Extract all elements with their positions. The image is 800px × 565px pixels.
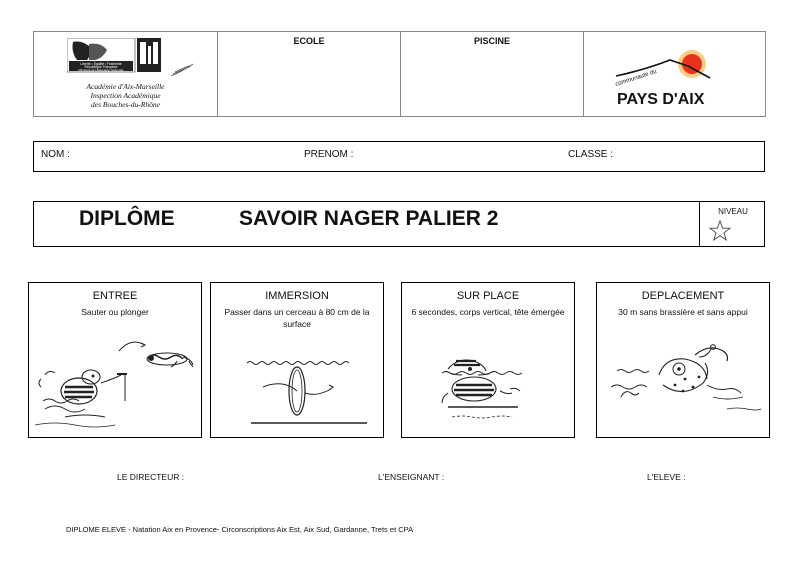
academie-line-2: Inspection Académique <box>90 91 161 100</box>
hoop-illustration-icon <box>217 335 379 433</box>
academie-cell <box>34 32 218 116</box>
pays-aix-logo <box>614 40 734 110</box>
academie-line-3: des Bouches-du-Rhône <box>91 100 160 109</box>
card-deplacement-desc: 30 m sans brassière et sans appui <box>618 307 748 317</box>
pays-aix-cell <box>584 32 765 116</box>
marianne-logo <box>67 38 161 78</box>
card-immersion-title: IMMERSION <box>265 290 329 302</box>
pays-aix-big: PAYS D'AIX <box>617 91 705 108</box>
nom-label: NOM : <box>41 149 70 160</box>
card-sur-place <box>401 282 575 438</box>
piscine-label: PISCINE <box>473 36 510 46</box>
student-info-box <box>33 141 765 172</box>
logo-line-3: Ministère de l'Éducation Nationale <box>78 68 124 72</box>
ecole-label: ECOLE <box>293 36 325 46</box>
niveau-cell <box>699 202 766 246</box>
card-immersion-desc: Passer dans un cerceau à 80 cm de la surface <box>224 307 370 329</box>
directeur-signature-label: LE DIRECTEUR : <box>117 472 185 482</box>
footer-text: DIPLOME ELEVE - Natation Aix en Provence- Circonscriptions Aix Est, Aix Sud, Gardanne, Trets et CPA <box>66 525 414 534</box>
card-entree-title: ENTREE <box>92 290 138 302</box>
jump-illustration-icon <box>35 335 197 433</box>
header-table <box>33 31 766 117</box>
palier-title: SAVOIR NAGER PALIER 2 <box>239 207 499 230</box>
card-entree-desc: Sauter ou plonger <box>81 307 149 317</box>
pays-aix-small: communauté du <box>614 68 658 88</box>
pen-stroke-icon <box>169 62 195 78</box>
star-icon <box>708 219 732 243</box>
card-immersion <box>210 282 384 438</box>
diplome-title: DIPLÔME <box>79 207 175 230</box>
swim-illustration-icon <box>603 335 765 433</box>
prenom-label: PRENOM : <box>304 149 354 160</box>
eleve-signature-label: L'ELEVE : <box>647 472 686 482</box>
academie-text <box>34 82 217 109</box>
classe-label: CLASSE : <box>568 149 614 160</box>
logo-line-2: République Française <box>84 65 118 69</box>
card-deplacement-title: DEPLACEMENT <box>641 290 725 302</box>
card-sur-place-title: SUR PLACE <box>456 290 520 302</box>
enseignant-signature-label: L'ENSEIGNANT : <box>378 472 445 482</box>
ecole-cell <box>218 32 401 116</box>
piscine-cell <box>401 32 584 116</box>
academie-line-1: Académie d'Aix-Marseille <box>86 82 165 91</box>
card-sur-place-desc: 6 secondes, corps vertical, tête émergée <box>411 307 565 317</box>
niveau-label: NIVEAU <box>718 207 748 216</box>
title-box <box>33 201 765 247</box>
float-illustration-icon <box>408 335 570 433</box>
card-entree <box>28 282 202 438</box>
logo-line-1: Liberté • Égalité • Fraternité <box>80 62 122 66</box>
card-deplacement <box>596 282 770 438</box>
